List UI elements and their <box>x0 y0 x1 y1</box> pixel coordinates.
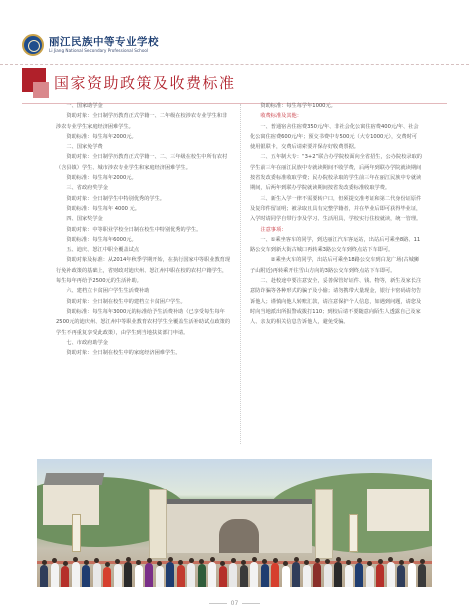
left-paragraph: 一、国家助学金 <box>66 103 103 109</box>
photo-person <box>313 563 321 587</box>
photo-crowd <box>37 553 432 587</box>
left-paragraph: 七、市政府助学金 <box>66 339 108 346</box>
photo-person <box>324 564 332 587</box>
left-paragraph: 资助标准：每生每年3000元的标准给予生活费补助（已享受每生每年2500元的迪庆州、怒江州中等职业教育农村学生全覆盖生活补助试点政策的学生不再重复享受此政策），由学生到当地扶贫部门申请。 <box>56 308 231 336</box>
left-paragraph: 资助对象：全日制在校生中的建档立卡贫困户学生。 <box>66 298 186 305</box>
left-paragraph: 资助对象：中等职业学校全日制在校生中特别优秀的学生。 <box>66 226 202 233</box>
school-header <box>22 33 159 57</box>
photo-person <box>198 564 206 587</box>
photo-person <box>261 564 269 587</box>
photo-person <box>376 564 384 587</box>
photo-person <box>303 565 311 587</box>
photo-person <box>93 563 101 587</box>
left-paragraph: 四、国家奖学金 <box>66 216 103 223</box>
left-paragraph: 资助标准：每生每年2000元。 <box>66 175 137 182</box>
photo-person <box>366 566 374 587</box>
right-paragraph: 二、五年制大专：“3+2”联合办学院校面向全省招生，公办院校录取的学生前三年在丽江民族中专就读期间不收学费，后两年到联办学院就读期间按省发改委标准收取学费；民办院校录取的学生前三年在丽江民族中专就读期间，后两年到联办学院就读期间按省发改委标准收取学费。 <box>250 154 422 192</box>
photo-name-plaque <box>349 514 358 552</box>
school-name: 丽江民族中等专业学校 <box>49 35 159 48</box>
photo-person <box>114 564 122 587</box>
photo-person <box>145 563 153 587</box>
photo-person <box>345 565 353 587</box>
photo-person <box>240 565 248 587</box>
page-number: 07 <box>0 600 469 607</box>
left-paragraph: 资助对象：全日制学生中特别优秀的学生。 <box>66 195 165 202</box>
photo-person <box>61 566 69 587</box>
photo-gate-pillar <box>149 489 167 559</box>
photo-person <box>271 563 279 587</box>
photo-name-plaque <box>72 514 81 552</box>
left-paragraph: 资助对象：全日制学历教育正式学籍一、二年级在校涉农专业学生和非涉农专业学生家庭经济困难学生。 <box>56 113 228 130</box>
photo-person <box>103 567 111 587</box>
photo-person <box>282 566 290 587</box>
right-column <box>250 101 422 328</box>
photo-gate-pillar <box>315 489 333 559</box>
notice-heading: 注意事项： <box>260 226 287 233</box>
right-paragraph: 一、普通宿舍住宿费350元/年、非社会化公寓住宿费400元/年、社会化公寓住宿费600元/年；预交书费中专500元（大专1000元），交费时可使用银联卡，交费后请索要并保存好收费票据。 <box>250 123 419 151</box>
photo-person <box>250 562 258 587</box>
photo-person <box>124 562 132 587</box>
school-name-block <box>49 37 159 54</box>
photo-person <box>72 562 80 587</box>
photo-building <box>367 489 429 531</box>
photo-person <box>156 566 164 587</box>
left-paragraph: 二、国家免学费 <box>66 144 103 151</box>
school-logo-icon <box>22 34 44 56</box>
photo-person <box>334 562 342 587</box>
photo-person <box>355 563 363 587</box>
right-paragraph: 二、赴校途中要注意安全，妥善保管好证件、钱、物等，新生及家长注意防诈骗等各种形式的骗子及小偷；请勿携带大量现金，银行卡密码请勿告诉他人；谨慎向他人转账汇款，请注意保护个人信息，如遇到问题，请您及时向当地派出所报警或拨打110；到校后请不要随意向陌生人透露自己及家人、亲友的相关信息告诉他人，避免受骗。 <box>250 278 422 326</box>
photo-person <box>51 563 59 587</box>
right-paragraph: 一、①乘坐客车的同学，到达丽江汽车客运站，出站后可乘坐8路、11路公交车到新大街古城口再转乘3路公交车到终点站下车即可。 <box>250 236 421 254</box>
photo-person <box>387 562 395 587</box>
right-paragraph: ②乘坐火车的同学，出站后可乘坐18路公交车到白龙广场(古城狮子山附近)再转乘开往雪山方向的3路公交车到终点站下车即可。 <box>250 257 419 274</box>
photo-person <box>82 565 90 587</box>
page-title: 国家资助政策及收费标准 <box>54 74 236 92</box>
photo-person <box>135 565 143 587</box>
photo-person <box>208 562 216 587</box>
left-paragraph: 五、迪庆、怒江中职全覆盖试点 <box>66 247 140 254</box>
left-paragraph: 资助标准：每生每年6000元。 <box>66 236 137 243</box>
photo-person <box>229 563 237 587</box>
left-column <box>56 101 231 358</box>
left-paragraph: 资助对象及标准：从2014年秋季学期开始，在执行国家中等职业教育现行免补政策的基础上，省财政对迪庆州、怒江州中职在校的农村户籍学生，每生每年再给予2500元的生活补助。 <box>56 257 231 285</box>
header-divider <box>0 64 469 65</box>
photo-person <box>177 565 185 587</box>
left-paragraph: 资助对象：全日制在校生中的家庭经济困难学生。 <box>66 350 181 357</box>
fee-heading: 收费标准及其他： <box>260 113 302 120</box>
photo-person <box>187 563 195 587</box>
photo-building <box>43 485 99 525</box>
left-paragraph: 三、省政府奖学金 <box>66 185 108 192</box>
left-paragraph: 资助标准：每生每年2000元。 <box>66 133 137 140</box>
photo-person <box>397 565 405 587</box>
right-paragraph: 资助标准：每生每学年1000元。 <box>260 103 336 109</box>
right-paragraph: 三、新生入学一律不需要转户口，但须提交准考证和第二代身份证原件及复印件留证明；被录取且具有完整学籍者，并在毕业后即可获得毕业证，入学时请同学自带行李及学习、生活用具，学校实行住校就读，统一管理。 <box>250 195 422 223</box>
school-name-en: Li Jiang National Secondary Professional School <box>49 48 149 54</box>
left-paragraph: 六、建档立卡贫困户学生生活费补助 <box>66 288 150 295</box>
column-divider <box>240 104 241 444</box>
photo-person <box>219 566 227 587</box>
photo-person <box>40 565 48 587</box>
left-paragraph: 资助对象：全日制学历教育正式学籍一、二、三年级在校生中所有农村（含县镇）学生、城市涉农专业学生和家庭经济困难学生。 <box>56 154 228 171</box>
photo-building-roof <box>44 473 105 485</box>
photo-person <box>166 562 174 587</box>
left-paragraph: 资助标准：每生每年 4000 元。 <box>66 205 140 212</box>
photo-person <box>292 562 300 587</box>
campus-group-photo <box>37 459 432 587</box>
photo-person <box>408 563 416 587</box>
photo-person <box>418 564 426 587</box>
title-square-accent-icon <box>33 82 49 98</box>
photo-gate-arch <box>219 519 259 553</box>
